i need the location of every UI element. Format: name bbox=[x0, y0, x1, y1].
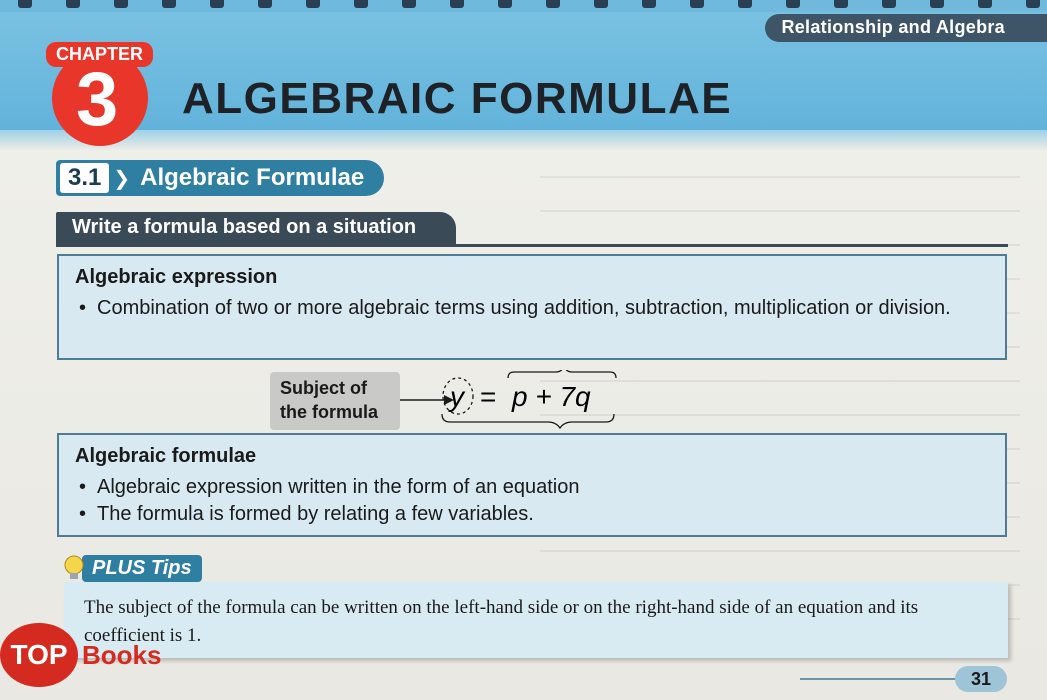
formula-rhs: p + 7q bbox=[512, 381, 591, 412]
expression-box bbox=[57, 254, 1007, 360]
footer-rule bbox=[800, 678, 960, 680]
expression-box-title: Algebraic expression bbox=[75, 266, 278, 288]
lightbulb-icon bbox=[62, 554, 86, 582]
formula-figure bbox=[400, 370, 730, 430]
formula-brace-bottom bbox=[442, 414, 614, 428]
formula-equals: = bbox=[480, 381, 497, 412]
strand-label: Relationship and Algebra bbox=[765, 14, 1047, 42]
chevron-right-icon: ❯ bbox=[113, 166, 131, 190]
section-header bbox=[56, 160, 384, 196]
formulae-box-title: Algebraic formulae bbox=[75, 445, 257, 467]
formulae-bullets bbox=[75, 474, 991, 528]
subsection-rule bbox=[56, 244, 1008, 247]
topbooks-logo bbox=[0, 625, 161, 685]
plus-tips-label: PLUS Tips bbox=[82, 555, 202, 582]
header-band-fade bbox=[0, 130, 1047, 150]
subject-label-line2: the formula bbox=[280, 402, 379, 422]
section-number: 3.1 bbox=[60, 163, 109, 193]
subject-label bbox=[270, 372, 400, 430]
logo-circle: TOP bbox=[0, 623, 78, 687]
page-number: 31 bbox=[955, 666, 1007, 692]
subject-label-line1: Subject of bbox=[280, 378, 368, 398]
plus-tips-header bbox=[62, 552, 202, 584]
tips-text: The subject of the formula can be written on the left-hand side or on the right-hand side of an equation and its coefficient is 1. bbox=[84, 597, 919, 646]
chapter-badge bbox=[46, 42, 156, 142]
formula-subject: y bbox=[450, 381, 464, 412]
expression-brace-top bbox=[508, 370, 616, 378]
section-title: Algebraic Formulae bbox=[140, 164, 365, 191]
chapter-title: ALGEBRAIC FORMULAE bbox=[182, 74, 733, 123]
list-item: • Combination of two or more algebraic terms using addition, subtraction, multiplication or division. bbox=[75, 295, 991, 322]
chapter-tag: CHAPTER bbox=[46, 42, 153, 67]
expression-bullets bbox=[75, 295, 991, 322]
list-item: • The formula is formed by relating a few variables. bbox=[75, 501, 991, 528]
spiral-binding bbox=[0, 0, 1047, 12]
tips-box bbox=[64, 582, 1008, 658]
formulae-box bbox=[57, 433, 1007, 537]
chapter-number: 3 bbox=[76, 57, 119, 142]
logo-text: Books bbox=[82, 639, 162, 670]
list-item: • Algebraic expression written in the form of an equation bbox=[75, 474, 991, 501]
subsection-title: Write a formula based on a situation bbox=[56, 212, 456, 246]
